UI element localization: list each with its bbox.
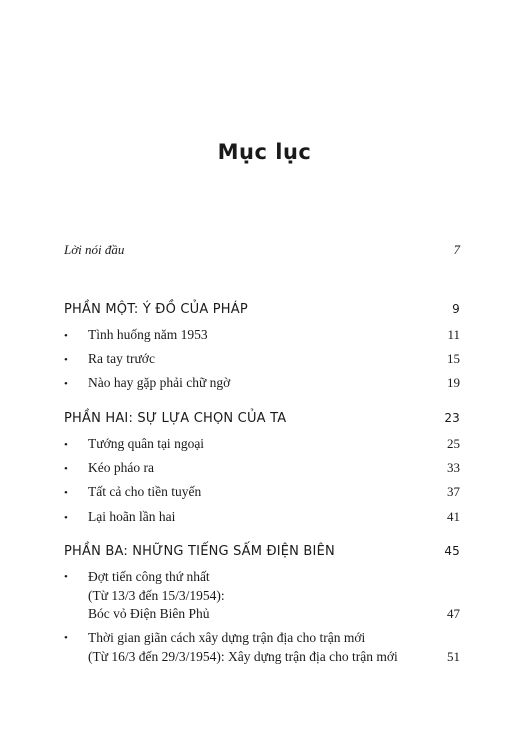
item-line: Bóc vỏ Điện Biên Phủ [88, 606, 210, 621]
bullet-icon: • [64, 354, 68, 366]
item-page: 25 [447, 436, 460, 451]
part-page: 45 [444, 544, 460, 558]
item-label: Lại hoãn lần hai [88, 509, 176, 524]
item-line: (Từ 16/3 đến 29/3/1954): Xây dựng trận địa cho trận mới [88, 648, 398, 664]
item-label: Tất cả cho tiền tuyến [88, 484, 202, 499]
item-page: 51 [447, 648, 460, 664]
toc-item[interactable] [64, 509, 460, 525]
part-page: 9 [452, 302, 460, 316]
toc-item[interactable] [64, 568, 460, 624]
item-page: 11 [447, 327, 460, 342]
part-title: PHẦN MỘT: Ý ĐỒ CỦA PHÁP [64, 302, 248, 317]
page-title: Mục lục [217, 140, 312, 164]
item-page: 15 [447, 351, 460, 366]
toc-part-one[interactable] [64, 302, 460, 317]
toc-part-two[interactable] [64, 411, 460, 426]
toc-item[interactable] [64, 629, 460, 666]
part-title: PHẦN HAI: SỰ LỰA CHỌN CỦA TA [64, 411, 287, 426]
bullet-icon: • [64, 463, 68, 475]
bullet-icon: • [64, 439, 68, 451]
toc-item[interactable] [64, 327, 460, 343]
bullet-icon: • [64, 330, 68, 342]
preface-page: 7 [453, 242, 460, 257]
toc-item[interactable] [64, 460, 460, 476]
item-label: Kéo pháo ra [88, 460, 154, 475]
preface-label: Lời nói đầu [64, 242, 125, 257]
item-page: 33 [447, 460, 460, 475]
bullet-icon: • [64, 571, 68, 583]
bullet-icon: • [64, 512, 68, 524]
item-page: 47 [447, 606, 460, 621]
bullet-icon: • [64, 487, 68, 499]
toc-item[interactable] [64, 484, 460, 500]
item-line: (Từ 13/3 đến 15/3/1954): [88, 587, 225, 603]
item-page: 41 [447, 509, 460, 524]
item-page: 19 [447, 375, 460, 390]
toc-item[interactable] [64, 375, 460, 391]
item-line: Đợt tiến công thứ nhất [88, 569, 210, 584]
item-line: Thời gian giãn cách xây dựng trận địa cho trận mới [88, 630, 366, 645]
toc-part-three[interactable] [64, 544, 460, 559]
bullet-icon: • [64, 378, 68, 390]
toc-item[interactable] [64, 351, 460, 367]
item-label: Tình huống năm 1953 [88, 327, 208, 342]
toc-item[interactable] [64, 436, 460, 452]
item-page: 37 [447, 484, 460, 499]
item-label: Tướng quân tại ngoại [88, 436, 205, 451]
part-page: 23 [444, 411, 460, 425]
item-label: Nào hay gặp phải chữ ngờ [88, 375, 231, 390]
toc-preface[interactable] [64, 242, 460, 258]
bullet-icon: • [64, 632, 68, 644]
part-title: PHẦN BA: NHỮNG TIẾNG SẤM ĐIỆN BIÊN [64, 544, 335, 559]
item-label: Ra tay trước [88, 351, 155, 366]
